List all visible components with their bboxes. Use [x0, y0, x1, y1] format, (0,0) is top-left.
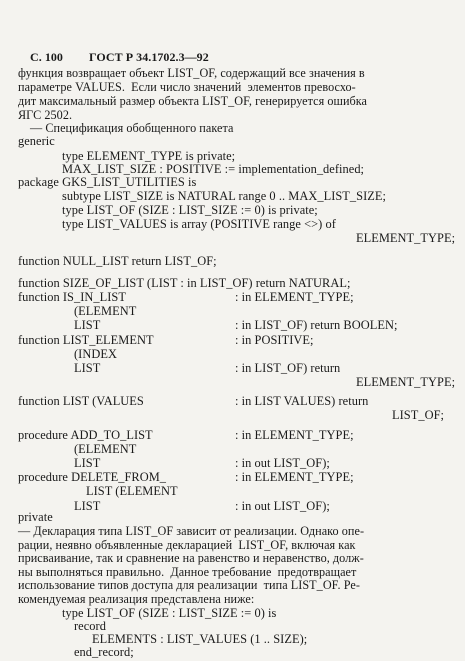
package-line-3: type LIST_VALUES is array (POSITIVE range <>) of [62, 217, 336, 231]
outro-line-5: использование типов доступа для реализации типа LIST_OF. Ре- [18, 578, 360, 593]
private-keyword: private [18, 510, 53, 524]
decl-right: : in ELEMENT_TYPE; [235, 428, 354, 442]
decl-left: procedure ADD_TO_LIST [18, 428, 153, 442]
intro-line-2: параметре VALUES. Если число значений элементов превосхо- [18, 80, 356, 94]
record-line-3: ELEMENTS : LIST_VALUES (1 .. SIZE); [92, 632, 308, 646]
decl-right: : in LIST_OF) return BOOLEN; [235, 318, 398, 332]
decl-left: (ELEMENT [74, 442, 137, 456]
decl-left: function LIST_ELEMENT [18, 333, 154, 347]
standard-number: ГОСТ Р 34.1702.3—92 [89, 50, 209, 64]
outro-line-3: присваивание, так и сравнение на равенство и неравенство, долж- [18, 551, 364, 566]
outro-line-2: рации, неявно объявленные декларацией LIST_OF, включая как [18, 537, 356, 552]
decl-right: : in LIST VALUES) return [235, 394, 369, 408]
decl-line: function SIZE_OF_LIST (LIST : in LIST_OF) return NATURAL; [18, 276, 351, 290]
decl-left: LIST [74, 361, 101, 375]
decl-left: LIST [74, 499, 101, 513]
package-line-1: subtype LIST_SIZE is NATURAL range 0 .. MAX_LIST_SIZE; [62, 189, 387, 203]
outro-line-4: ны выполняться правильно. Данное требование предотвращает [18, 564, 357, 579]
decl-left: (INDEX [74, 347, 117, 361]
page-number: С. 100 [30, 50, 63, 64]
decl-right: : in out LIST_OF); [235, 456, 330, 470]
decl-right: ELEMENT_TYPE; [356, 375, 456, 389]
outro-line-6: комендуемая реализация представлена ниже: [18, 592, 255, 606]
decl-left: LIST [74, 318, 101, 332]
intro-line-4: ЯГС 2502. [18, 108, 73, 122]
decl-left: LIST [74, 456, 101, 470]
intro-line-1: функция возвращает объект LIST_OF, содержащий все значения в [18, 66, 365, 80]
decl-left: procedure DELETE_FROM_ [18, 470, 167, 484]
decl-left: function IS_IN_LIST [18, 290, 126, 304]
decl-right: : in POSITIVE; [235, 333, 314, 347]
element-type-continuation: ELEMENT_TYPE; [356, 231, 456, 245]
package-line-2: type LIST_OF (SIZE : LIST_SIZE := 0) is private; [62, 203, 318, 217]
decl-left: (ELEMENT [74, 304, 137, 318]
record-line-2: record [74, 619, 106, 633]
decl-right: : in ELEMENT_TYPE; [235, 290, 354, 304]
null-list-line: function NULL_LIST return LIST_OF; [18, 254, 217, 268]
generic-line-2: MAX_LIST_SIZE : POSITIVE := implementation_defined; [62, 162, 365, 176]
decl-left: LIST (ELEMENT [86, 484, 178, 498]
package-line: package GKS_LIST_UTILITIES is [18, 175, 197, 189]
record-line-1: type LIST_OF (SIZE : LIST_SIZE := 0) is [62, 606, 277, 620]
generic-line-1: type ELEMENT_TYPE is private; [62, 149, 236, 163]
decl-right: : in ELEMENT_TYPE; [235, 470, 354, 484]
decl-right: : in out LIST_OF); [235, 499, 330, 513]
spec-title: — Спецификация обобщенного пакета [30, 121, 234, 135]
generic-keyword: generic [18, 134, 55, 148]
intro-line-3: дит максимальный размер объекта LIST_OF, генерируется ошибка [18, 94, 368, 108]
decl-left: function LIST (VALUES [18, 394, 144, 408]
decl-right: : in LIST_OF) return [235, 361, 341, 375]
decl-right: LIST_OF; [392, 408, 445, 422]
outro-line-1: — Декларация типа LIST_OF зависит от реализации. Однако опе- [18, 524, 365, 538]
record-line-4: end_record; [74, 645, 134, 659]
